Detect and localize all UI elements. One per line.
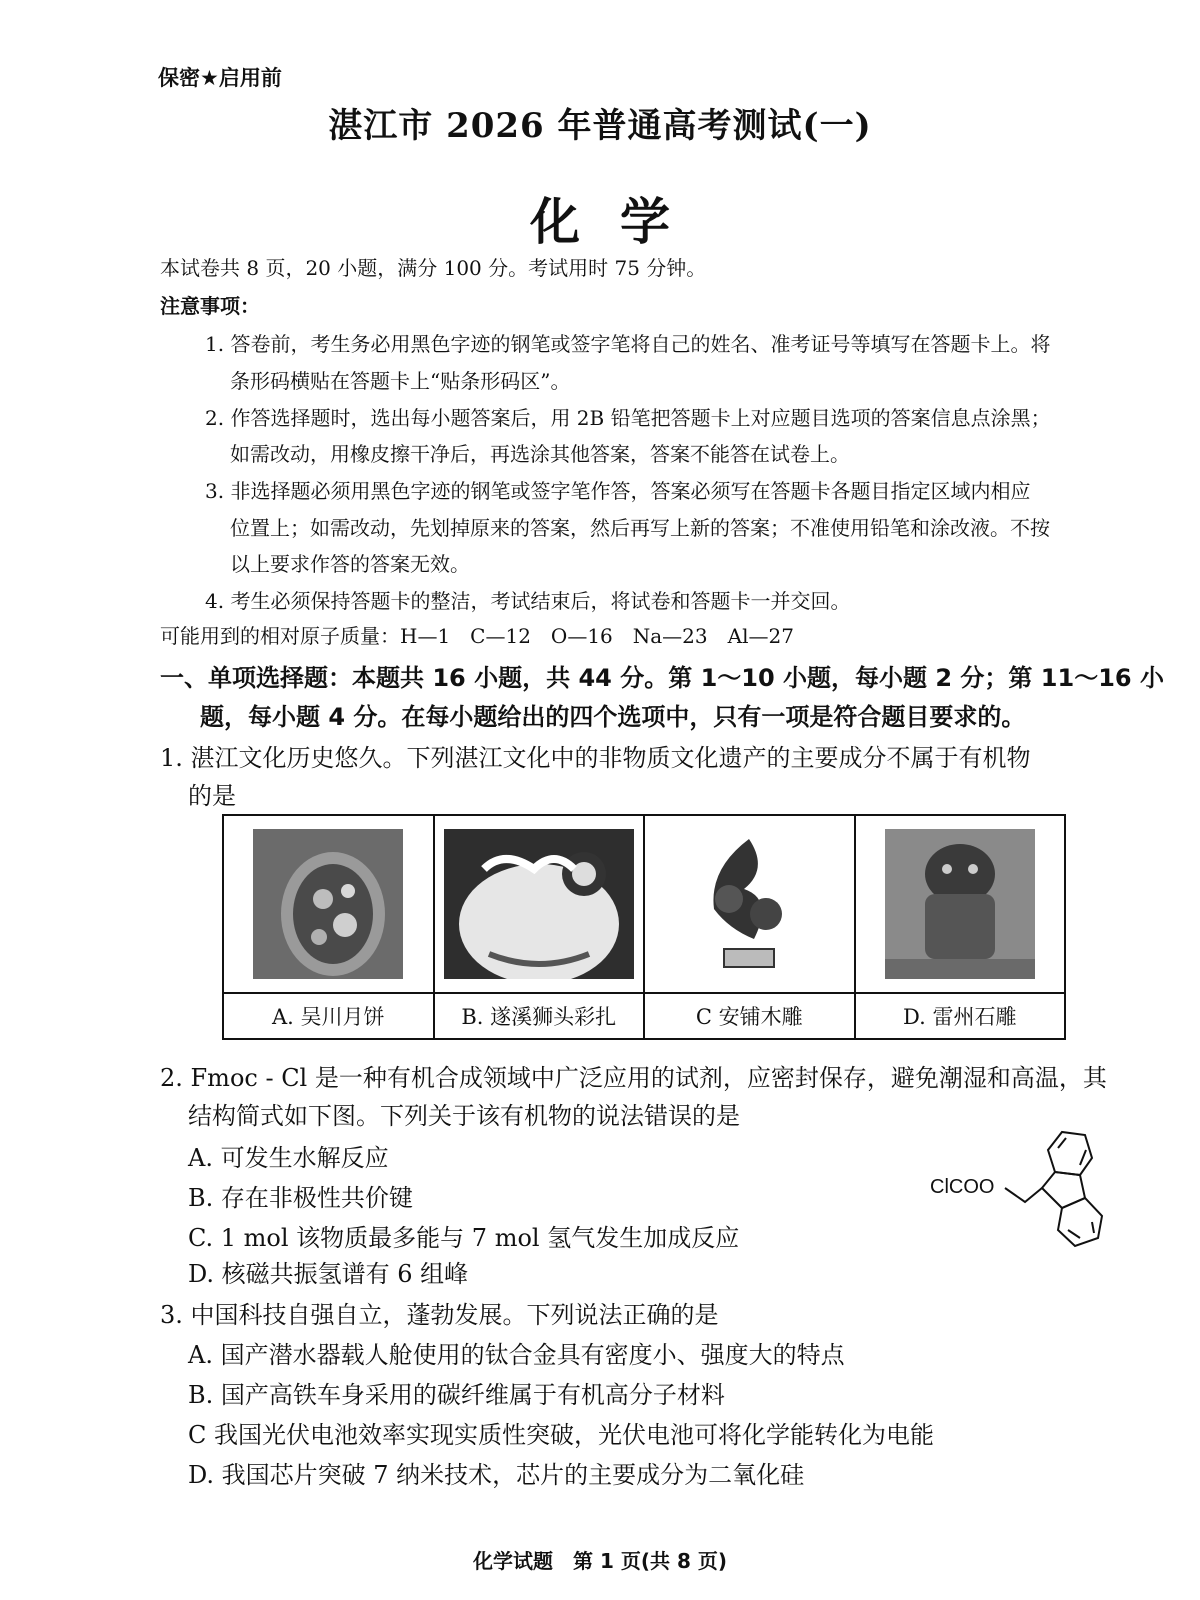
q1-option-c-cell xyxy=(645,816,856,1038)
section-1-line-2: 题，每小题 4 分。在每小题给出的四个选项中，只有一项是符合题目要求的。 xyxy=(200,703,1026,731)
stone-lion-icon xyxy=(885,829,1035,979)
notice-1-line-2: 条形码横贴在答题卡上“贴条形码区”。 xyxy=(230,369,571,393)
notice-3-line-2: 位置上；如需改动，先划掉原来的答案，然后再写上新的答案；不准使用铅笔和涂改液。不按 xyxy=(230,516,1050,540)
q2-option-b: B. 存在非极性共价键 xyxy=(188,1184,413,1212)
confidential-label: 保密★启用前 xyxy=(158,66,282,90)
mooncake-image xyxy=(224,816,433,994)
q2-stem-line-1: 2. Fmoc - Cl 是一种有机合成领域中广泛应用的试剂，应密封保存，避免潮湿和高温，其 xyxy=(160,1064,1107,1092)
q1-option-d: D. 雷州石雕 xyxy=(903,1005,1017,1029)
q3-option-b: B. 国产高铁车身采用的碳纤维属于有机高分子材料 xyxy=(188,1381,725,1409)
page-footer: 化学试题 第 1 页(共 8 页) xyxy=(473,1549,727,1573)
q1-option-c: C 安铺木雕 xyxy=(695,1005,803,1029)
q3-option-c: C 我国光伏电池效率实现实质性突破，光伏电池可将化学能转化为电能 xyxy=(188,1421,934,1449)
fmoc-cl-structure xyxy=(930,1120,1110,1250)
notice-2-line-2: 如需改动，用橡皮擦干净后，再选涂其他答案，答案不能答在试卷上。 xyxy=(230,442,850,466)
q1-option-b: B. 遂溪狮头彩扎 xyxy=(461,1005,617,1029)
subject-title: 化学 xyxy=(530,193,710,251)
mooncake-icon xyxy=(253,829,403,979)
atomic-masses: 可能用到的相对原子质量：H—1 C—12 O—16 Na—23 Al—27 xyxy=(160,624,794,648)
q1-stem-line-2: 的是 xyxy=(188,782,236,810)
notice-1-line-1: 1. 答卷前，考生务必用黑色字迹的钢笔或签字笔将自己的姓名、准考证号等填写在答题卡上。将 xyxy=(205,332,1051,356)
q2-option-d: D. 核磁共振氢谱有 6 组峰 xyxy=(188,1260,469,1288)
q2-option-a: A. 可发生水解反应 xyxy=(188,1144,389,1172)
q3-option-d: D. 我国芯片突破 7 纳米技术，芯片的主要成分为二氧化硅 xyxy=(188,1461,805,1489)
q2-option-c: C. 1 mol 该物质最多能与 7 mol 氢气发生加成反应 xyxy=(188,1224,740,1252)
wood-carving-icon xyxy=(694,829,804,979)
stone-carving-image xyxy=(856,816,1065,994)
exam-summary: 本试卷共 8 页，20 小题，满分 100 分。考试用时 75 分钟。 xyxy=(160,256,707,280)
q3-option-a: A. 国产潜水器载人舱使用的钛合金具有密度小、强度大的特点 xyxy=(188,1341,845,1369)
notice-3-line-3: 以上要求作答的答案无效。 xyxy=(230,552,470,576)
notice-4-line-1: 4. 考生必须保持答题卡的整洁，考试结束后，将试卷和答题卡一并交回。 xyxy=(205,589,851,613)
q3-stem: 3. 中国科技自强自立，蓬勃发展。下列说法正确的是 xyxy=(160,1301,719,1329)
q1-option-a-cell xyxy=(224,816,435,1038)
section-1-line-1: 一、单项选择题：本题共 16 小题，共 44 分。第 1～10 小题，每小题 2 分；第 11～16 小 xyxy=(160,664,1164,692)
wood-carving-image xyxy=(645,816,854,994)
q1-option-b-cell xyxy=(435,816,646,1038)
lion-head-icon xyxy=(444,829,634,979)
q1-stem-line-1: 1. 湛江文化历史悠久。下列湛江文化中的非物质文化遗产的主要成分不属于有机物 xyxy=(160,744,1031,772)
structure-label: ClCOO xyxy=(930,1176,995,1198)
q2-stem-line-2: 结构简式如下图。下列关于该有机物的说法错误的是 xyxy=(188,1102,740,1130)
q1-option-d-cell xyxy=(856,816,1065,1038)
lion-head-image xyxy=(435,816,644,994)
q1-option-a: A. 吴川月饼 xyxy=(271,1005,385,1029)
q1-figure-table xyxy=(222,814,1066,1040)
notice-title: 注意事项： xyxy=(160,294,260,318)
notice-2-line-1: 2. 作答选择题时，选出每小题答案后，用 2B 铅笔把答题卡上对应题目选项的答案信息点涂黑； xyxy=(205,406,1051,430)
notice-3-line-1: 3. 非选择题必须用黑色字迹的钢笔或签字笔作答，答案必须写在答题卡各题目指定区域内相应 xyxy=(205,479,1031,503)
exam-title: 湛江市 2026 年普通高考测试(一) xyxy=(328,106,872,146)
